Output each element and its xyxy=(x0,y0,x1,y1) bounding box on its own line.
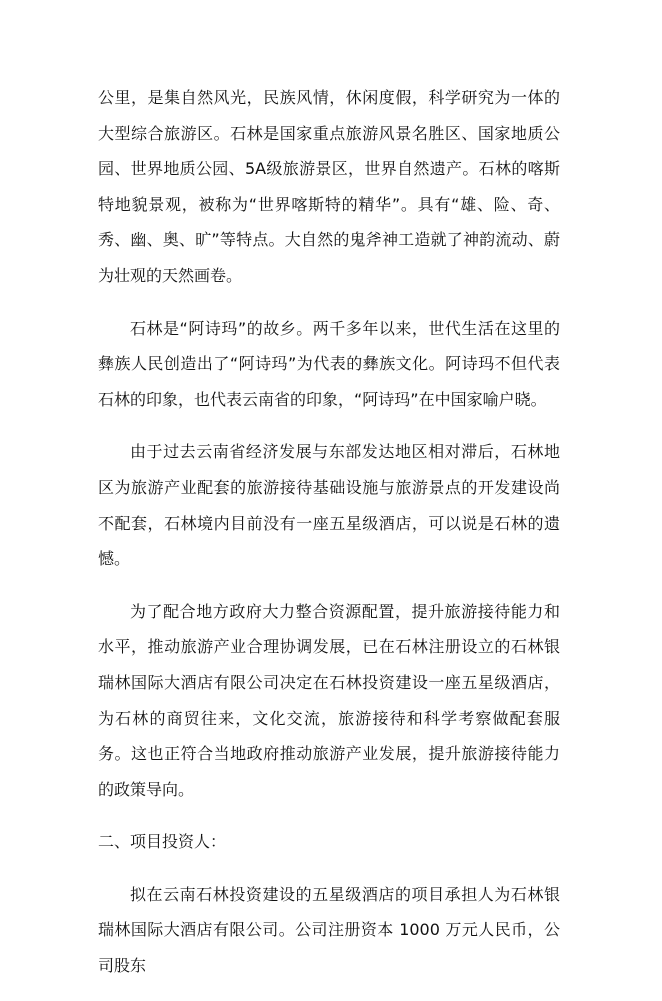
paragraph-infrastructure: 由于过去云南省经济发展与东部发达地区相对滞后，石林地区为旅游产业配套的旅游接待基础设施与旅游景点的开发建设尚不配套，石林境内目前没有一座五星级酒店，可以说是石林的遗憾。 xyxy=(98,442,560,569)
document-body xyxy=(98,80,560,1001)
paragraph-ashima: 石林是“阿诗玛”的故乡。两千多年以来，世代生活在这里的彝族人民创造出了“阿诗玛”为代表的彝族文化。阿诗玛不但代表石林的印象，也代表云南省的印象，“阿诗玛”在中国家喻户晓。 xyxy=(98,318,560,409)
paragraph-investor: 拟在云南石林投资建设的五星级酒店的项目承担人为石林银瑞林国际大酒店有限公司。公司注册资本 1000 万元人民币，公司股东 xyxy=(98,884,560,976)
paragraph-hotel-plan: 为了配合地方政府大力整合资源配置，提升旅游接待能力和水平，推动旅游产业合理协调发展，已在石林注册设立的石林银瑞林国际大酒店有限公司决定在石林投资建设一座五星级酒店，为石林的商贸往来，文化交流，旅游接待和科学考察做配套服务。这也正符合当地政府推动旅游产业发展，提升旅游接待能力的政策导向。 xyxy=(98,601,560,799)
section-heading-investor: 二、项目投资人： xyxy=(98,832,227,852)
paragraph-intro-continued: 公里，是集自然风光，民族风情，休闲度假，科学研究为一体的大型综合旅游区。石林是国家重点旅游风景名胜区、国家地质公园、世界地质公园、5A级旅游景区，世界自然遗产。石林的喀斯特地貌景观，被称为“世界喀斯特的精华”。具有“雄、险、奇、秀、幽、奥、旷”等特点。大自然的鬼斧神工造就了神韵流动、蔚为壮观的天然画卷。 xyxy=(98,88,560,285)
